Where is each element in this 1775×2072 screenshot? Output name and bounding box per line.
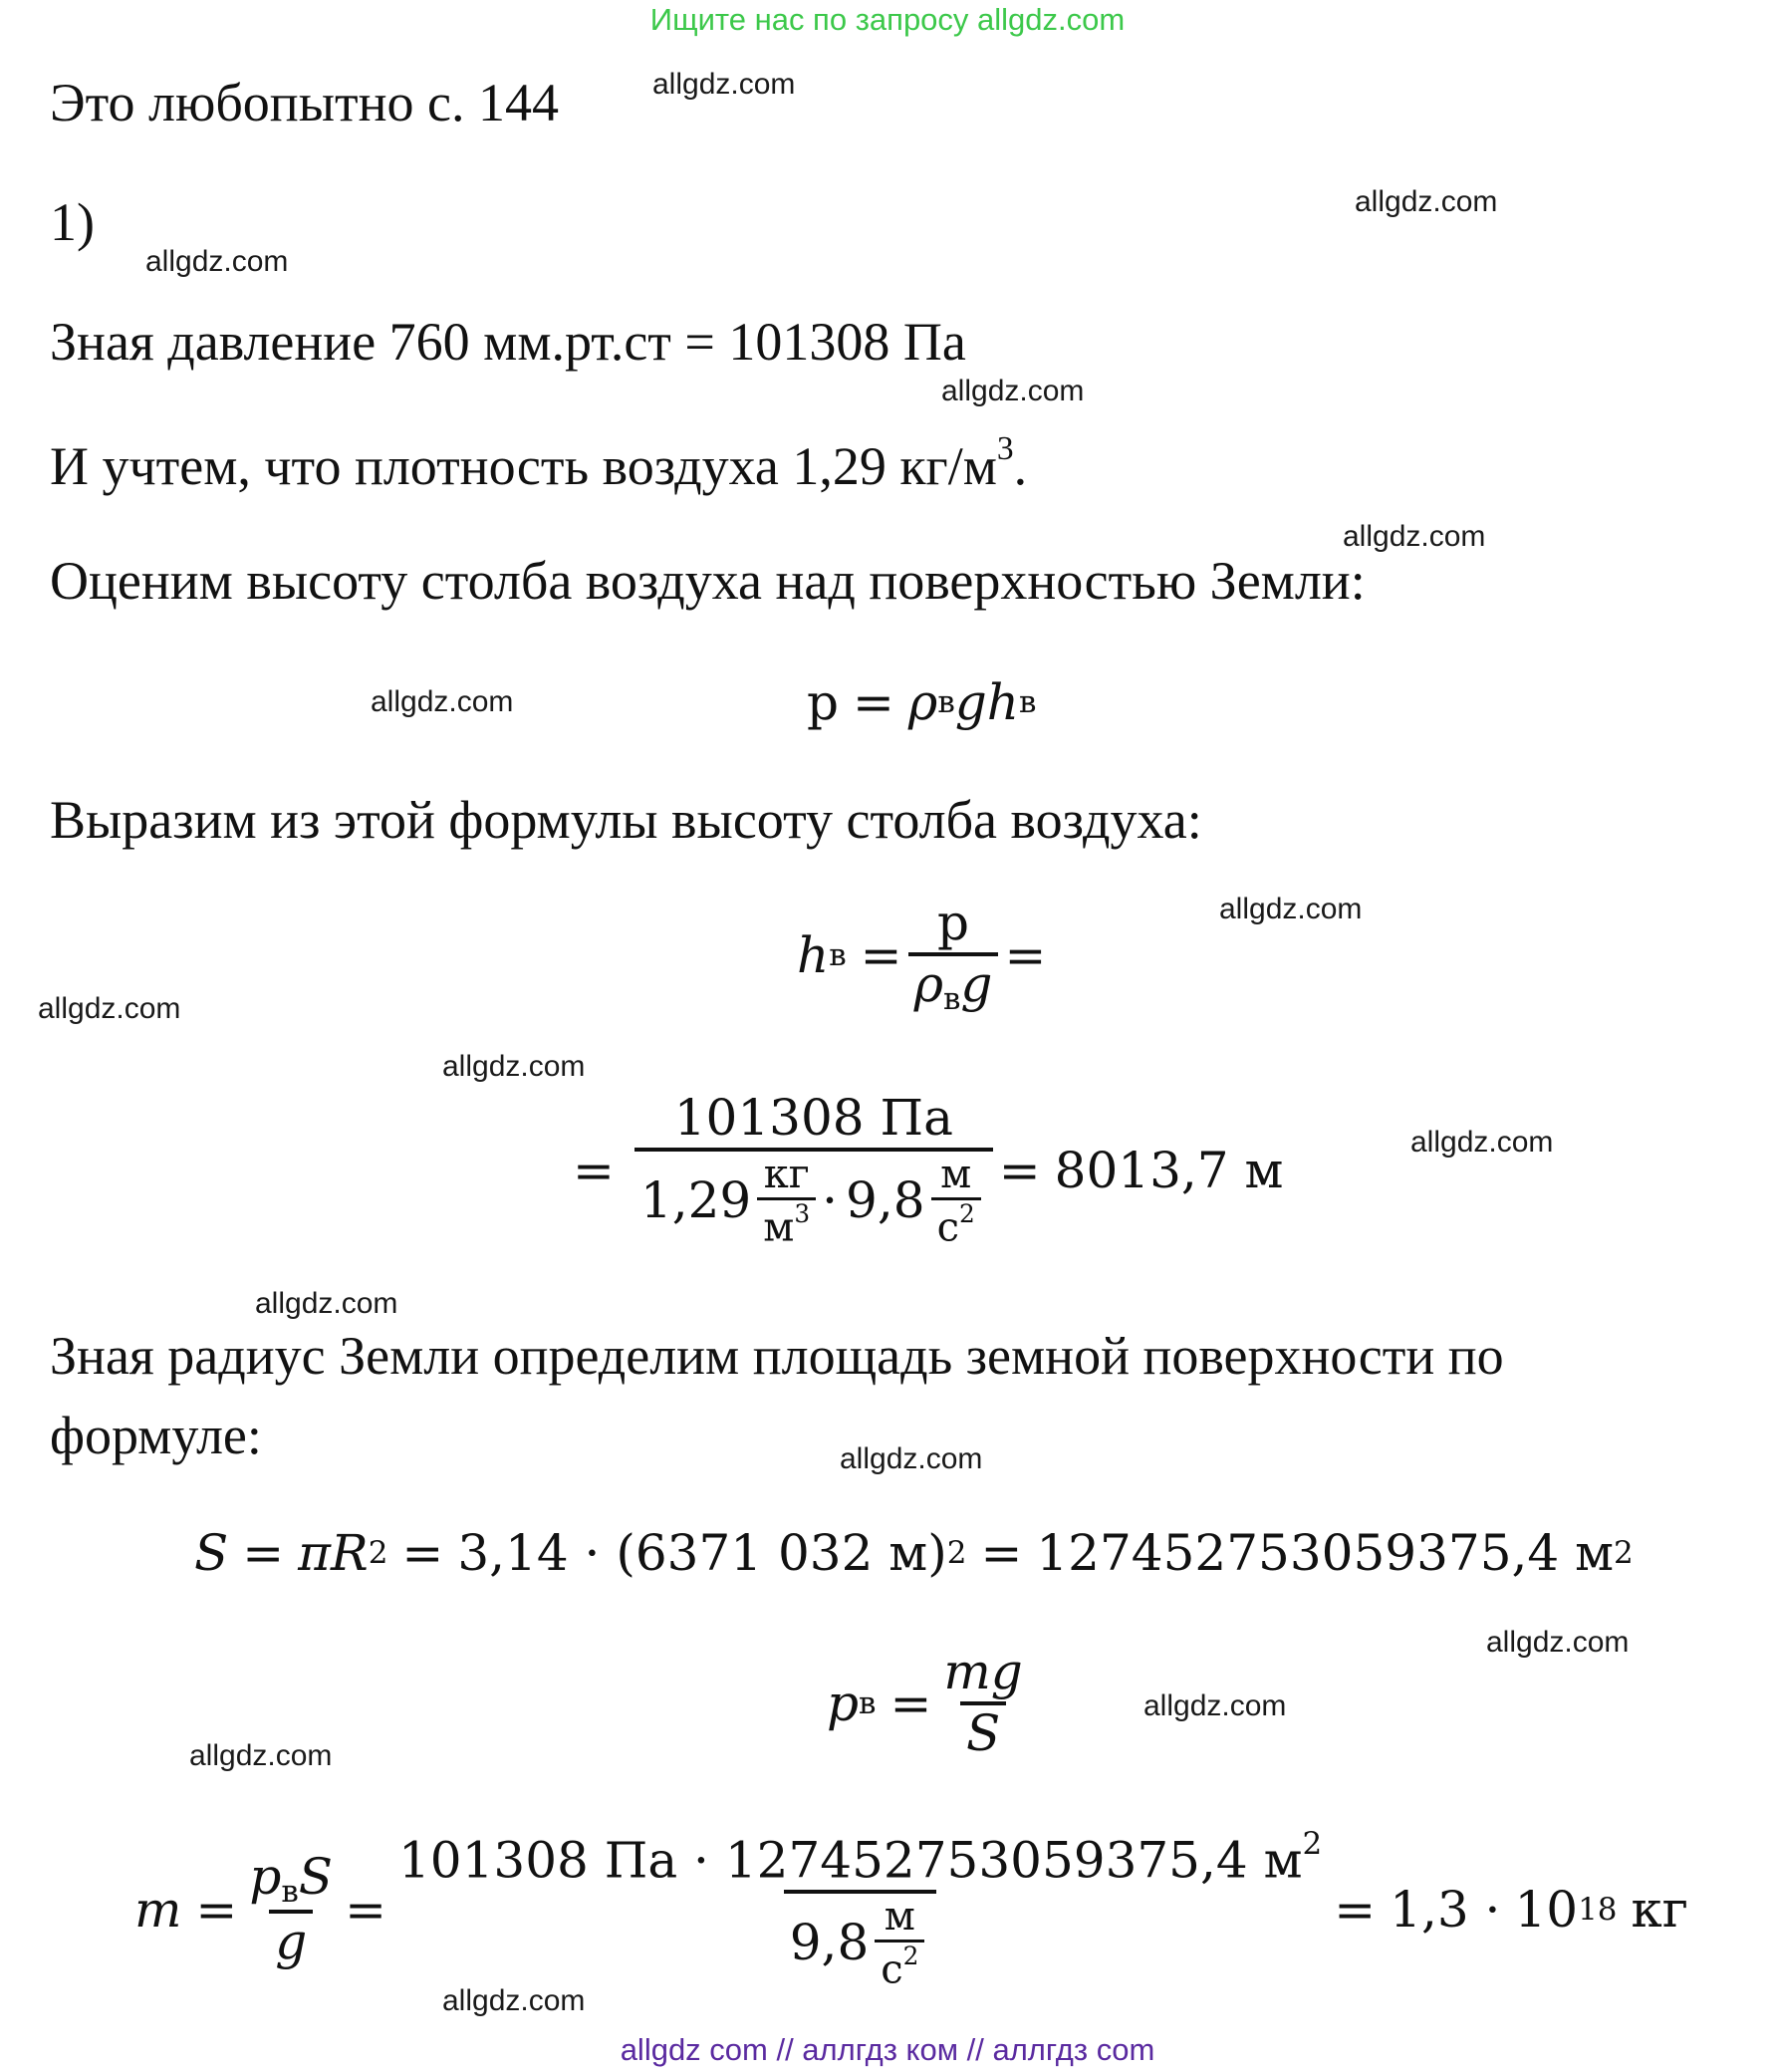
unit-fraction: $\frac{кг}{м^3}$ [757, 1152, 816, 1251]
watermark: allgdz.com [1410, 1126, 1554, 1159]
formula-pressure [807, 673, 1036, 731]
formula-area: S = πR 2 = 3,14 · (6371 032 м) 2 = 127452753059375,4 м 2 [194, 1524, 1634, 1582]
mass-calc-fraction [392, 1827, 1328, 1992]
watermark: allgdz.com [1355, 185, 1498, 218]
h-sub: в [829, 937, 847, 974]
radius-line-2: формуле: [50, 1406, 262, 1465]
p-symbol: p [807, 673, 840, 731]
estimate-line: Оценим высоту столба воздуха над поверхностью Земли: [50, 551, 1366, 611]
mass-result-base: 10 [1514, 1881, 1579, 1940]
watermark: allgdz.com [1143, 1689, 1287, 1722]
formula-height [797, 895, 1046, 1017]
watermark: allgdz.com [145, 245, 289, 278]
fraction-numerator: mg [943, 1643, 1023, 1700]
density-text: И учтем, что плотность воздуха 1,29 кг/м [50, 436, 997, 497]
h-symbol: h [986, 673, 1019, 731]
formula-pb: p в = $\frac{mg}{S}$ [827, 1644, 1035, 1762]
watermark: allgdz.com [1343, 520, 1486, 553]
watermark: allgdz.com [442, 1050, 586, 1083]
watermark: allgdz.com [38, 992, 181, 1025]
equals-sign: = [998, 1141, 1041, 1199]
item-number: 1) [50, 192, 95, 252]
rho-sub: в [937, 684, 955, 720]
mass-fraction [243, 1849, 339, 1971]
fraction-numerator: $p_вS$ [249, 1847, 334, 1910]
top-banner[interactable]: Ищите нас по запросу allgdz.com [649, 2, 1126, 37]
equals-sign: = [345, 1881, 386, 1940]
area-expression: 3,14 · (6371 032 м) [457, 1524, 947, 1582]
density-sup: 3 [996, 430, 1014, 467]
fraction-denominator: $\rho_вg$ [908, 952, 999, 1017]
fraction-numerator: 101308 Па [673, 1089, 953, 1147]
pb-fraction [937, 1644, 1028, 1762]
watermark: allgdz.com [941, 375, 1085, 407]
density-end: . [1013, 436, 1028, 497]
unit-fraction: $\frac{м}{с^2}$ [875, 1894, 924, 1993]
watermark: allgdz.com [652, 68, 796, 101]
fraction-denominator: S [960, 1701, 1006, 1763]
fraction-denominator: 9,8 $\frac{м}{с^2}$ [784, 1890, 937, 1993]
s-symbol: S [194, 1524, 229, 1582]
watermark: allgdz.com [255, 1287, 398, 1320]
h-symbol: h [797, 926, 830, 985]
calc-fraction [634, 1090, 993, 1250]
equals-sign: = [853, 673, 894, 731]
fraction-numerator: 101308 Па · 127452753059375,4 $м^2$ [397, 1826, 1323, 1890]
watermark: allgdz.com [189, 1739, 333, 1772]
rho-symbol: ρ [907, 673, 938, 731]
equals-sign: = [1334, 1881, 1377, 1940]
equals-sign: = [242, 1524, 285, 1582]
equals-sign: = [1004, 926, 1047, 985]
height-fraction [908, 895, 999, 1017]
equals-sign: = [980, 1524, 1023, 1582]
h-sub: в [1019, 684, 1037, 720]
m-symbol: m [134, 1881, 182, 1940]
watermark: allgdz.com [442, 1984, 586, 2017]
calc-result: 8013,7 м [1054, 1141, 1284, 1199]
radius-line-1: Зная радиус Земли определим площадь земной поверхности по [50, 1326, 1504, 1386]
equals-sign: = [401, 1524, 444, 1582]
pressure-line: Зная давление 760 мм.рт.ст = 101308 Па [50, 312, 966, 372]
g-symbol: g [954, 673, 987, 731]
express-line: Выразим из этой формулы высоту столба воздуха: [50, 790, 1202, 850]
watermark: allgdz.com [371, 685, 514, 718]
watermark: allgdz.com [840, 1442, 983, 1475]
pi-r-symbol: πR [298, 1524, 369, 1582]
mass-result-unit: кг [1631, 1881, 1688, 1940]
bottom-banner[interactable]: allgdz com // аллгдз ком // аллгдз com [620, 2032, 1155, 2067]
formula-mass: m = $\frac{p_вS}{g}$ = 101308 Па · 127452753059375,4 $м^2$ 9,8 $\frac{м}{с^2}$ = 1,3 · 10 18 кг [134, 1826, 1688, 1993]
watermark: allgdz.com [1219, 893, 1363, 925]
unit-fraction: $\frac{м}{с^2}$ [931, 1152, 981, 1251]
fraction-denominator: g [269, 1910, 313, 1971]
equals-sign: = [889, 1674, 932, 1732]
fraction-numerator: p [936, 894, 969, 951]
formula-calc [573, 1090, 1283, 1250]
fraction-denominator: 1,29 $\frac{кг}{м^3}$ · 9,8 $\frac{м}{с^2}$ [634, 1148, 993, 1251]
watermark: allgdz.com [1486, 1626, 1630, 1659]
density-line [50, 430, 1027, 497]
mass-result-coef: 1,3 · [1390, 1881, 1501, 1940]
equals-sign: = [860, 926, 902, 985]
area-result: 127452753059375,4 м [1036, 1524, 1615, 1582]
equals-sign: = [573, 1141, 615, 1199]
heading: Это любопытно с. 144 [50, 73, 559, 132]
p-symbol: p [827, 1674, 860, 1732]
equals-sign: = [195, 1881, 238, 1940]
